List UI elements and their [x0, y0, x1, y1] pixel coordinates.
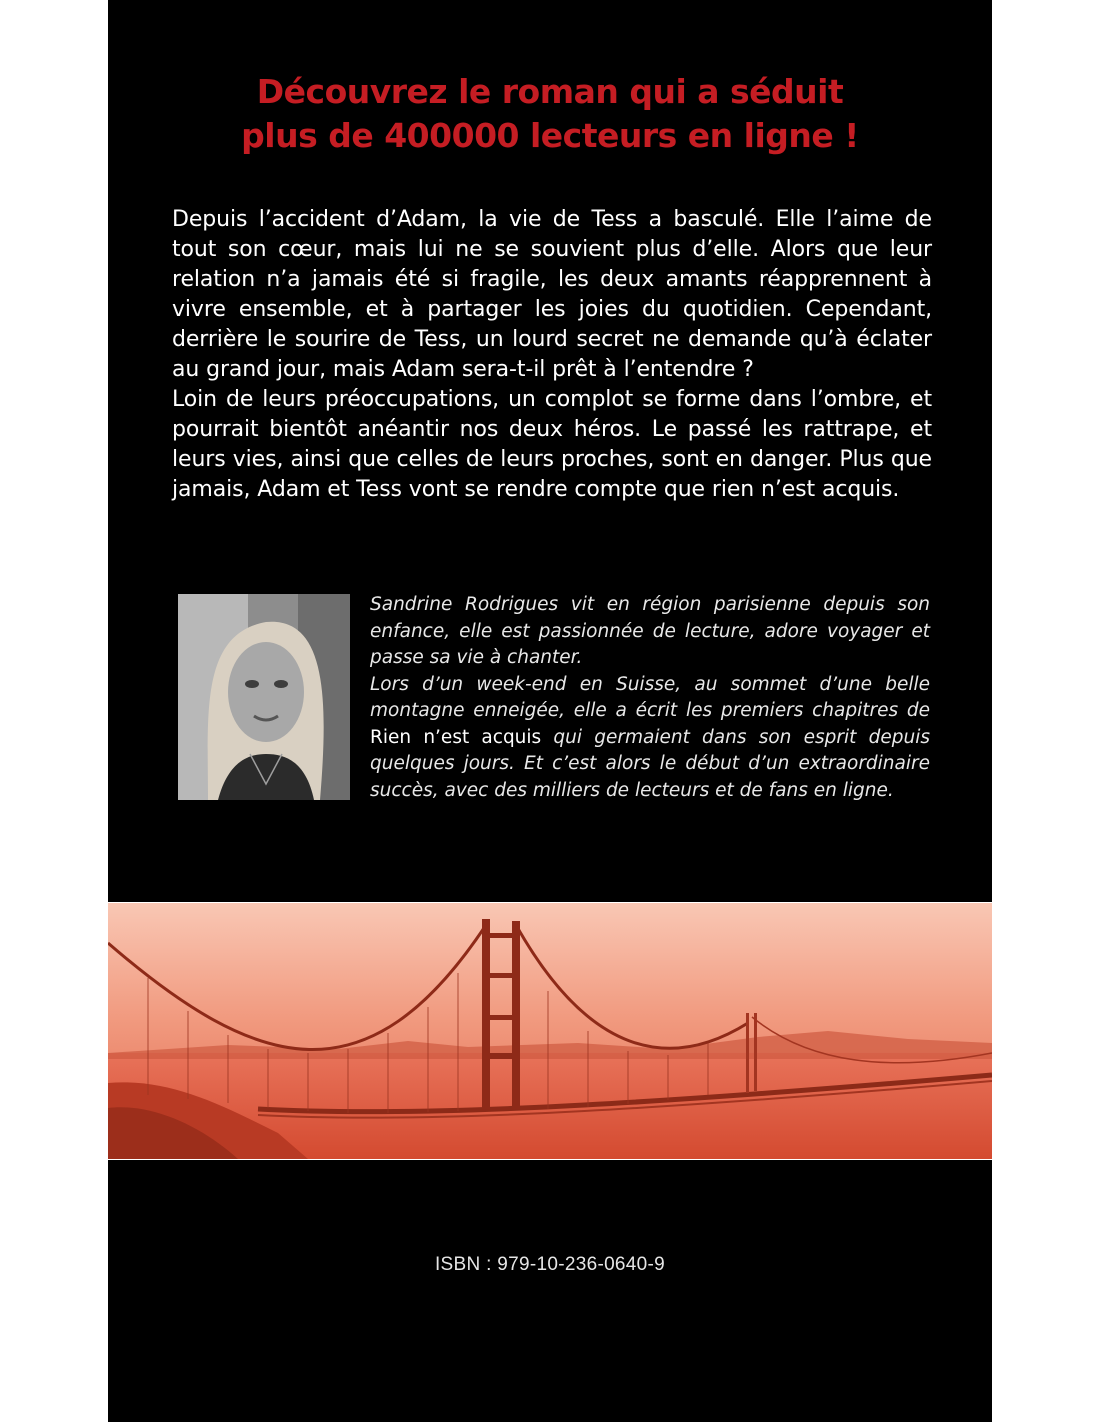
book-title: Rien n’est acquis [370, 726, 542, 748]
author-bio [370, 592, 930, 804]
author-bio-paragraph-1: Sandrine Rodrigues vit en région parisienne depuis son enfance, elle est passionnée de lecture, adore voyager et passe sa vie à chanter. [370, 594, 930, 668]
synopsis-paragraph-1: Depuis l’accident d’Adam, la vie de Tess a basculé. Elle l’aime de tout son cœur, mais lui ne se souvient plus d’elle. Alors que leur relation n’a jamais été si fragile, les deux amants réapprennent à vivre ensemble, et à partager les joies du quotidien. Cependant, derrière le sourire de Tess, un lourd secret ne demande qu’à éclater au grand jour, mais Adam sera-t-il prêt à l’entendre ? [172, 207, 932, 382]
headline-line-1: Découvrez le roman qui a séduit [256, 72, 844, 111]
author-bio-paragraph-2 [370, 672, 930, 805]
bridge-banner-image [108, 902, 992, 1160]
headline-line-2: plus de 400000 lecteurs en ligne ! [241, 116, 859, 155]
headline [108, 70, 992, 158]
synopsis [172, 205, 932, 505]
bio-text-start: Lors d’un week-end en Suisse, au sommet d’une belle montagne enneigée, elle a écrit les premiers chapitres de [370, 673, 930, 721]
isbn: ISBN : 979-10-236-0640-9 [434, 1254, 666, 1275]
back-cover [108, 0, 992, 1422]
synopsis-paragraph-2: Loin de leurs préoccupations, un complot se forme dans l’ombre, et pourrait bientôt anéantir nos deux héros. Le passé les rattrape, et leurs vies, ainsi que celles de leurs proches, sont en danger. Plus que jamais, Adam et Tess vont se rendre compte que rien n’est acquis. [172, 387, 932, 502]
bio-text-end: qui germaient dans son esprit depuis quelques jours. Et c’est alors le début d’un extraordinaire succès, avec des milliers de lecteurs et de fans en ligne. [370, 726, 930, 801]
author-photo [178, 594, 350, 800]
